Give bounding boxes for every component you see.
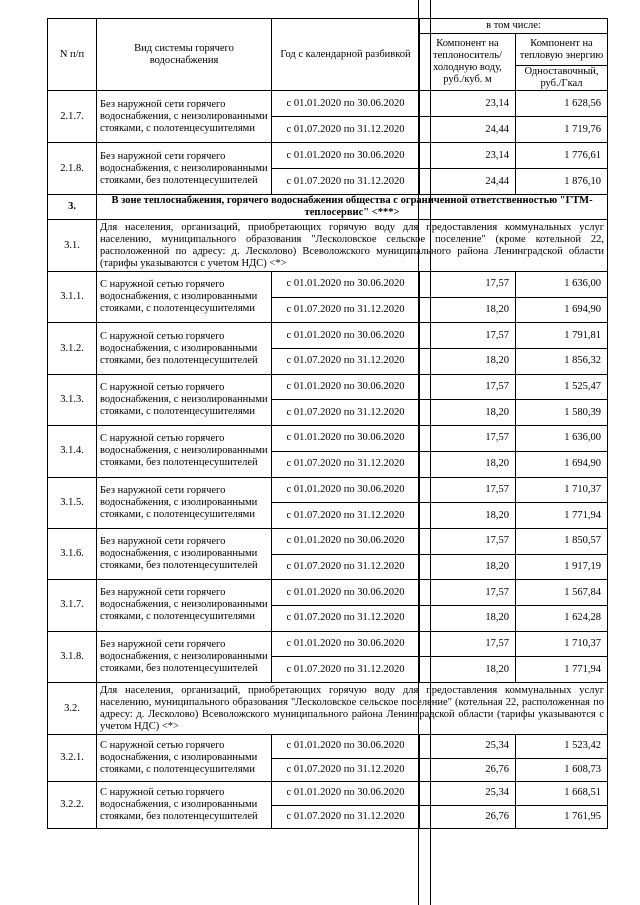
row-carrier-value: 18,20 bbox=[420, 605, 516, 631]
row-period: с 01.07.2020 по 31.12.2020 bbox=[272, 554, 420, 580]
row-energy-value: 1 525,47 bbox=[516, 374, 608, 400]
row-number: 3.1.1. bbox=[48, 272, 97, 323]
row-period: с 01.07.2020 по 31.12.2020 bbox=[272, 451, 420, 477]
row-number: 3.1.2. bbox=[48, 323, 97, 374]
table-row bbox=[48, 631, 608, 657]
row-energy-value: 1 791,81 bbox=[516, 323, 608, 349]
row-system-type: С наружной сетью горячего водоснабжения, с неизолированными стояками, без полотенцесушителей bbox=[97, 426, 272, 477]
row-carrier-value: 18,20 bbox=[420, 503, 516, 529]
row-energy-value: 1 856,32 bbox=[516, 349, 608, 375]
group-3-1-description: Для населения, организаций, приобретающих горячую воду для предоставления коммунальных услуг населению, муниципального образования "Лесколовское сельское поселение" (кроме котельной 22, расположенной по адресу: д. Лесколово) Всеволожского муниципального района Ленинградской области (тарифы указываются с учетом НДС) <*> bbox=[97, 220, 608, 272]
row-number: 3.2.1. bbox=[48, 735, 97, 782]
row-energy-value: 1 761,95 bbox=[516, 805, 608, 829]
row-carrier-value: 23,14 bbox=[420, 91, 516, 117]
row-energy-value: 1 694,90 bbox=[516, 297, 608, 323]
table-row bbox=[48, 735, 608, 759]
row-system-type: Без наружной сети горячего водоснабжения, с неизолированными стояками, с полотенцесушителями bbox=[97, 580, 272, 631]
row-period: с 01.01.2020 по 30.06.2020 bbox=[272, 374, 420, 400]
group-3-2-row bbox=[48, 683, 608, 735]
header-num: N п/п bbox=[48, 19, 97, 91]
row-period: с 01.07.2020 по 31.12.2020 bbox=[272, 349, 420, 375]
tariff-table bbox=[47, 18, 608, 829]
row-energy-value: 1 636,00 bbox=[516, 272, 608, 298]
row-energy-value: 1 567,84 bbox=[516, 580, 608, 606]
row-system-type: Без наружной сети горячего водоснабжения, с неизолированными стояками, без полотенцесушителей bbox=[97, 631, 272, 682]
row-energy-value: 1 776,61 bbox=[516, 143, 608, 169]
row-period: с 01.01.2020 по 30.06.2020 bbox=[272, 631, 420, 657]
row-system-type: С наружной сетью горячего водоснабжения, с изолированными стояками, без полотенцесушителей bbox=[97, 782, 272, 829]
row-energy-value: 1 719,76 bbox=[516, 117, 608, 143]
row-carrier-value: 24,44 bbox=[420, 117, 516, 143]
row-carrier-value: 26,76 bbox=[420, 758, 516, 782]
row-number: 3.1.4. bbox=[48, 426, 97, 477]
row-period: с 01.01.2020 по 30.06.2020 bbox=[272, 91, 420, 117]
row-energy-value: 1 694,90 bbox=[516, 451, 608, 477]
row-carrier-value: 18,20 bbox=[420, 349, 516, 375]
row-period: с 01.01.2020 по 30.06.2020 bbox=[272, 477, 420, 503]
row-system-type: С наружной сетью горячего водоснабжения, с неизолированными стояками, с полотенцесушителями bbox=[97, 374, 272, 425]
row-period: с 01.07.2020 по 31.12.2020 bbox=[272, 503, 420, 529]
row-system-type: С наружной сетью горячего водоснабжения, с изолированными стояками, с полотенцесушителями bbox=[97, 735, 272, 782]
tariff-table-body bbox=[48, 19, 608, 829]
row-carrier-value: 17,57 bbox=[420, 631, 516, 657]
header-energy-component: Компонент на тепловую энергию bbox=[516, 34, 608, 66]
row-carrier-value: 18,20 bbox=[420, 451, 516, 477]
row-system-type: С наружной сетью горячего водоснабжения, с изолированными стояками, без полотенцесушителей bbox=[97, 323, 272, 374]
row-period: с 01.01.2020 по 30.06.2020 bbox=[272, 528, 420, 554]
header-including: в том числе: bbox=[420, 19, 608, 34]
row-energy-value: 1 917,19 bbox=[516, 554, 608, 580]
row-period: с 01.01.2020 по 30.06.2020 bbox=[272, 580, 420, 606]
row-period: с 01.01.2020 по 30.06.2020 bbox=[272, 272, 420, 298]
row-energy-value: 1 624,28 bbox=[516, 605, 608, 631]
header-carrier-component: Компонент на теплоноситель/холодную воду, руб./куб. м bbox=[420, 34, 516, 91]
row-period: с 01.07.2020 по 31.12.2020 bbox=[272, 805, 420, 829]
row-energy-value: 1 523,42 bbox=[516, 735, 608, 759]
row-energy-value: 1 608,73 bbox=[516, 758, 608, 782]
row-number: 3.2.2. bbox=[48, 782, 97, 829]
header-single-rate: Одноставочный, руб./Гкал bbox=[516, 66, 608, 91]
row-system-type: Без наружной сети горячего водоснабжения, с неизолированными стояками, без полотенцесушителей bbox=[97, 143, 272, 195]
row-energy-value: 1 710,37 bbox=[516, 631, 608, 657]
group-3-2-description: Для населения, организаций, приобретающих горячую воду для предоставления коммунальных услуг населению, муниципального образования "Лесколовское сельское поселение" (котельная 22, расположенная по адресу: д. Лесколово) Всеволожского муниципального района Ленинградской области (тарифы указываются с учетом НДС) <*> bbox=[97, 683, 608, 735]
section-3-row bbox=[48, 195, 608, 220]
row-number: 3.1.3. bbox=[48, 374, 97, 425]
row-period: с 01.07.2020 по 31.12.2020 bbox=[272, 400, 420, 426]
row-period: с 01.01.2020 по 30.06.2020 bbox=[272, 735, 420, 759]
row-energy-value: 1 636,00 bbox=[516, 426, 608, 452]
row-energy-value: 1 668,51 bbox=[516, 782, 608, 806]
row-carrier-value: 17,57 bbox=[420, 426, 516, 452]
row-number: 3.1.7. bbox=[48, 580, 97, 631]
table-row bbox=[48, 272, 608, 298]
section-3-number: 3. bbox=[48, 195, 97, 220]
group-3-1-number: 3.1. bbox=[48, 220, 97, 272]
table-row bbox=[48, 477, 608, 503]
table-row bbox=[48, 782, 608, 806]
row-number: 2.1.8. bbox=[48, 143, 97, 195]
table-row bbox=[48, 374, 608, 400]
header-system: Вид системы горячего водоснабжения bbox=[97, 19, 272, 91]
group-3-2-number: 3.2. bbox=[48, 683, 97, 735]
row-period: с 01.01.2020 по 30.06.2020 bbox=[272, 426, 420, 452]
row-system-type: С наружной сетью горячего водоснабжения, с изолированными стояками, с полотенцесушителями bbox=[97, 272, 272, 323]
row-carrier-value: 17,57 bbox=[420, 272, 516, 298]
row-carrier-value: 18,20 bbox=[420, 657, 516, 683]
row-system-type: Без наружной сети горячего водоснабжения, с неизолированными стояками, с полотенцесушителями bbox=[97, 91, 272, 143]
row-number: 3.1.6. bbox=[48, 528, 97, 579]
row-energy-value: 1 628,56 bbox=[516, 91, 608, 117]
row-period: с 01.01.2020 по 30.06.2020 bbox=[272, 143, 420, 169]
row-energy-value: 1 710,37 bbox=[516, 477, 608, 503]
row-period: с 01.01.2020 по 30.06.2020 bbox=[272, 323, 420, 349]
row-period: с 01.07.2020 по 31.12.2020 bbox=[272, 605, 420, 631]
row-period: с 01.07.2020 по 31.12.2020 bbox=[272, 657, 420, 683]
row-carrier-value: 24,44 bbox=[420, 169, 516, 195]
row-carrier-value: 26,76 bbox=[420, 805, 516, 829]
row-period: с 01.07.2020 по 31.12.2020 bbox=[272, 297, 420, 323]
row-energy-value: 1 771,94 bbox=[516, 657, 608, 683]
row-carrier-value: 23,14 bbox=[420, 143, 516, 169]
table-row bbox=[48, 580, 608, 606]
row-energy-value: 1 850,57 bbox=[516, 528, 608, 554]
row-energy-value: 1 876,10 bbox=[516, 169, 608, 195]
row-period: с 01.07.2020 по 31.12.2020 bbox=[272, 758, 420, 782]
row-carrier-value: 17,57 bbox=[420, 477, 516, 503]
row-period: с 01.07.2020 по 31.12.2020 bbox=[272, 117, 420, 143]
row-system-type: Без наружной сети горячего водоснабжения, с изолированными стояками, с полотенцесушителями bbox=[97, 477, 272, 528]
row-carrier-value: 17,57 bbox=[420, 580, 516, 606]
row-number: 3.1.5. bbox=[48, 477, 97, 528]
row-carrier-value: 18,20 bbox=[420, 400, 516, 426]
row-energy-value: 1 580,39 bbox=[516, 400, 608, 426]
row-carrier-value: 25,34 bbox=[420, 782, 516, 806]
table-row bbox=[48, 143, 608, 169]
row-carrier-value: 17,57 bbox=[420, 528, 516, 554]
section-3-title: В зоне теплоснабжения, горячего водоснабжения общества с ограниченной ответственностью "ГТМ-теплосервис" <***> bbox=[97, 195, 608, 220]
row-energy-value: 1 771,94 bbox=[516, 503, 608, 529]
row-system-type: Без наружной сети горячего водоснабжения, с изолированными стояками, без полотенцесушителей bbox=[97, 528, 272, 579]
table-row bbox=[48, 426, 608, 452]
row-carrier-value: 18,20 bbox=[420, 554, 516, 580]
row-period: с 01.01.2020 по 30.06.2020 bbox=[272, 782, 420, 806]
table-row bbox=[48, 91, 608, 117]
table-row bbox=[48, 323, 608, 349]
row-number: 2.1.7. bbox=[48, 91, 97, 143]
row-number: 3.1.8. bbox=[48, 631, 97, 682]
row-carrier-value: 17,57 bbox=[420, 374, 516, 400]
row-carrier-value: 18,20 bbox=[420, 297, 516, 323]
header-year: Год с календарной разбивкой bbox=[272, 19, 420, 91]
table-row bbox=[48, 528, 608, 554]
row-carrier-value: 25,34 bbox=[420, 735, 516, 759]
group-3-1-row bbox=[48, 220, 608, 272]
row-period: с 01.07.2020 по 31.12.2020 bbox=[272, 169, 420, 195]
row-carrier-value: 17,57 bbox=[420, 323, 516, 349]
